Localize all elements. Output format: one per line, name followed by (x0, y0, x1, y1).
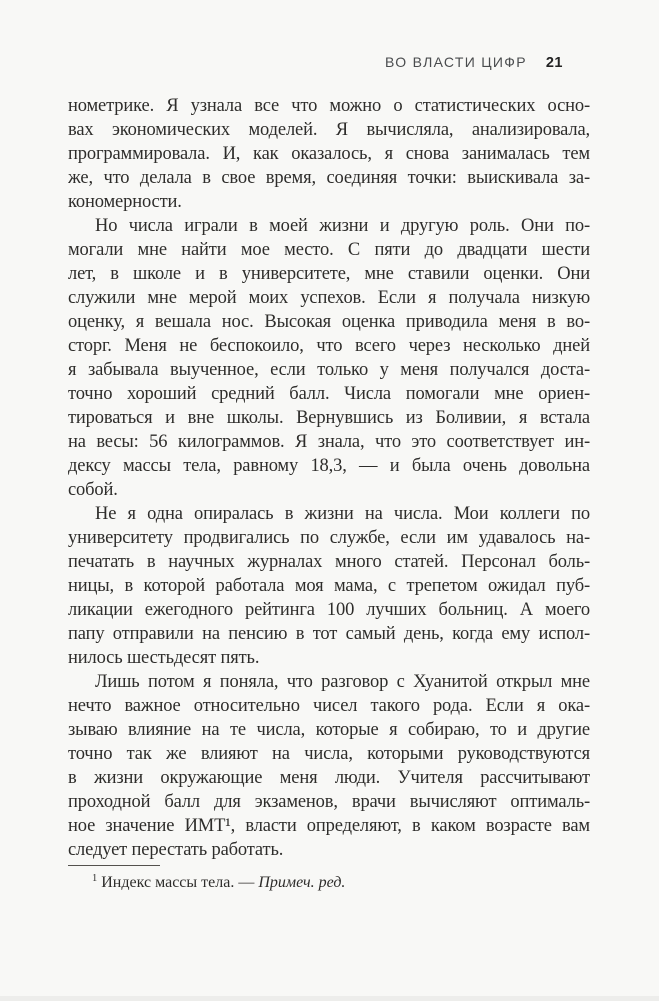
body-text (68, 94, 590, 862)
text-line: я забывала выученное, если только у меня получался доста- (68, 360, 590, 380)
text-line: Не я одна опиралась в жизни на числа. Мои коллеги по (95, 504, 590, 524)
text-line: папу отправили на пенсию в тот самый день, когда ему испол- (68, 624, 590, 644)
text-line: ницы, в которой работала моя мама, с трепетом ожидал пуб- (68, 576, 590, 596)
text-line: оценку, я вешала нос. Высокая оценка приводила меня в во- (68, 312, 590, 332)
paragraph (68, 214, 590, 502)
text-line: точно хороший средний балл. Числа помогали мне ориен- (68, 384, 590, 404)
text-line: вах экономических моделей. Я вычисляла, анализировала, (68, 120, 590, 140)
text-line: собой. (68, 480, 118, 500)
footnote-text: Индекс массы тела. — (101, 874, 255, 891)
running-title: ВО ВЛАСТИ ЦИФР (385, 54, 527, 70)
text-line: нечто важное относительно чисел такого рода. Если я ока- (68, 696, 590, 716)
text-line: служили мне мерой моих успехов. Если я получала низкую (68, 288, 590, 308)
text-line: зываю влияние на те числа, которые я собираю, то и другие (68, 720, 590, 740)
text-line: дексу массы тела, равному 18,3, — и была очень довольна (68, 456, 590, 476)
footnote-source: Примеч. ред. (258, 874, 346, 891)
paragraph (68, 670, 590, 862)
text-line: на весы: 56 килограммов. Я знала, что это соответствует ин- (68, 432, 590, 452)
text-line: кономерности. (68, 192, 182, 212)
text-line: могали мне найти мое место. С пяти до двадцати шести (68, 240, 590, 260)
text-line: нилось шестьдесят пять. (68, 648, 260, 668)
text-line: сторг. Меня не беспокоило, что всего через несколько дней (68, 336, 590, 356)
text-line: же, что делала в свое время, соединяя точки: выискивала за- (68, 168, 590, 188)
text-line: университету продвигались по службе, если им удавалось на- (68, 528, 590, 548)
page-header (0, 54, 563, 71)
text-line: следует перестать работать. (68, 840, 284, 860)
text-line: Лишь потом я поняла, что разговор с Хуанитой открыл мне (95, 672, 590, 692)
page-number: 21 (545, 55, 563, 71)
text-line: Но числа играли в моей жизни и другую роль. Они по- (95, 216, 590, 236)
footnote-line (68, 873, 590, 893)
text-line: лет, в школе и в университете, мне ставили оценки. Они (68, 264, 590, 284)
text-line: в жизни окружающие меня люди. Учителя рассчитывают (68, 768, 590, 788)
text-line: программировала. И, как оказалось, я снова занималась тем (68, 144, 590, 164)
paragraph (68, 94, 590, 214)
text-line: точно так же влияют на числа, которыми руководствуются (68, 744, 590, 764)
footnote-marker: 1 (92, 872, 98, 884)
text-line: тироваться и вне школы. Вернувшись из Боливии, я встала (68, 408, 590, 428)
text-line: печатать в научных журналах много статей. Персонал боль- (68, 552, 590, 572)
text-line: нометрике. Я узнала все что можно о статистических осно- (68, 96, 590, 116)
footnote-rule (68, 865, 160, 866)
text-line: ликации ежегодного рейтинга 100 лучших больниц. А моего (68, 600, 590, 620)
paragraph (68, 502, 590, 670)
text-line: проходной балл для экзаменов, врачи вычисляют оптималь- (68, 792, 590, 812)
text-line: ное значение ИМТ¹, власти определяют, в каком возрасте вам (68, 816, 590, 836)
footnote (68, 865, 590, 893)
